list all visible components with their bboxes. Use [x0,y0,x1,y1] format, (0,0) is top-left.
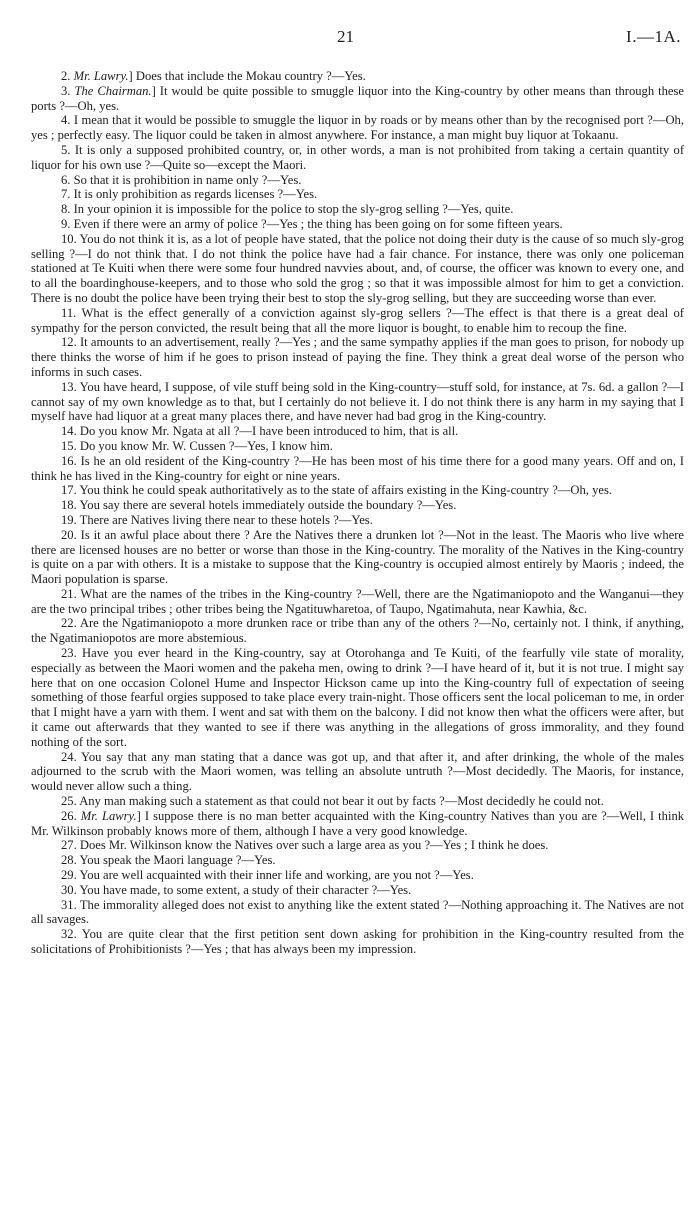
paragraph-text: It would be quite possible to smuggle liquor into the King-country by other means than through these ports ?—Oh, yes. [31,83,685,113]
question-number: 9. [61,216,74,231]
question-number: 12. [61,335,80,350]
question-number: 13. [61,379,80,394]
transcript-paragraph [31,483,684,498]
question-number: 28. [61,853,80,868]
transcript-paragraph [31,498,684,513]
question-number: 31. [61,897,80,912]
paragraph-text: It is only a supposed prohibited country, or, in other words, a man is not prohibited from taking a certain quantity of liquor for his own use ?—Quite so—except the Maori. [31,142,685,172]
paragraph-text: You say there are several hotels immediately outside the boundary ?—Yes. [79,498,457,513]
paragraph-text: You say that any man stating that a dance was got up, and that after it, and after drinking, the whole of the males adjourned to the scrub with the Maori women, was telling an absolute untruth ?—Most decidedly. The Maoris, for instance, would never allow such a thing. [31,749,684,794]
transcript-paragraph [31,927,684,957]
paragraph-text: Does that include the Mokau country ?—Yes. [135,69,366,83]
question-number: 6. [61,172,74,187]
question-number: 32. [61,927,82,942]
question-number: 4. [61,113,74,128]
question-number: 8. [61,202,74,217]
question-number: 17. [61,483,80,498]
paragraph-text: You speak the Maori language ?—Yes. [79,853,276,868]
paragraph-text: It is only prohibition as regards licenses ?—Yes. [73,187,318,202]
document-reference: I.—1A. [626,27,681,46]
paragraph-text: What are the names of the tribes in the King-country ?—Well, there are the Ngatimaniopoto and the Wanganui—they are the two principal tribes ; other tribes being the Ngatituwharetoa, of Taupo, Ngatimahuta, near Kawhia, &c. [31,586,684,616]
transcript-paragraph [31,143,684,173]
transcript-paragraph [31,187,684,202]
transcript-paragraph [31,853,684,868]
transcript-paragraph [31,439,684,454]
paragraph-text: Do you know Mr. W. Cussen ?—Yes, I know him. [79,438,333,453]
transcript-paragraph: 3. The Chairman.] It would be quite possible to smuggle liquor into the King-country by other means than through these ports ?—Oh, yes. [31,83,685,113]
transcript-paragraph [31,616,684,646]
transcript-paragraph [31,424,684,439]
transcript-paragraph: 26. Mr. Lawry.] I suppose there is no man better acquainted with the King-country Natives than you are ?—Well, I think Mr. Wilkinson probably knows more of them, although I have a very good knowledge. [31,808,685,838]
paragraph-text: Have you ever heard in the King-country, say at Otorohanga and Te Kuiti, of the fearfully vile state of morality, especially as between the Maori women and the pakeha men, owing to drink ?—I have heard of it, but it is not true. I might say here that on one occasion Colonel Hume and Inspector Hickson came up into the King-country full of expectation of seeing something of those fearful orgies supposed to take place every train-night. Those officers sent the local policeman to me, in order that I might have a yarn with them. I went and sat with them on the balcony. I did not know then what the officers were after, but it came out afterwards that they wanted to see if there was anything in the allegations of gross immorality, and they found nothing of the sort. [31,646,685,749]
page-body [31,69,684,957]
question-number: 10. [61,231,80,246]
question-number: 20. [61,527,81,542]
transcript-paragraph [31,883,684,898]
paragraph-text: Does Mr. Wilkinson know the Natives over such a large area as you ?—Yes ; I think he does. [79,838,549,853]
paragraph-text: You think he could speak authoritatively as to the state of affairs existing in the King-country ?—Oh, yes. [79,483,613,498]
transcript-paragraph [31,173,684,188]
transcript-paragraph [31,528,684,587]
transcript-paragraph [31,454,684,484]
transcript-paragraph [31,113,684,143]
question-number: 24. [61,749,82,764]
transcript-paragraph [31,232,684,306]
transcript-paragraph [31,335,684,379]
transcript-paragraph [31,380,684,424]
paragraph-text: In your opinion it is impossible for the police to stop the sly-grog selling ?—Yes, quite. [73,202,514,217]
speaker-name: Mr. Lawry. [80,808,137,823]
question-number: 11. [61,305,82,320]
page-number: 21 [337,27,354,46]
paragraph-text: You do not think it is, as a lot of people have stated, that the police not doing their duty is the cause of so much sly-grog selling ?—I do not think that. I do not think the police have had a fair chance. For instance, there was only one policeman stationed at Te Kuiti when there were some four hundred navvies about, and, of course, the officer was known to every one, and to all the boardinghouse-keepers, and to those who sold the grog ; so that it was impossible almost for him to get a conviction. There is no doubt the police have been trying their best to stop the sly-grog selling, but they are succeeding worse than ever. [31,231,684,305]
question-number: 14. [61,424,80,439]
question-number: 18. [61,498,80,513]
paragraph-text: Are the Ngatimaniopoto a more drunken race or tribe than any of the others ?—No, certainly not. I think, if anything, the Ngatimaniopotos are more abstemious. [31,616,684,646]
question-number: 19. [61,512,80,527]
paragraph-text: You are quite clear that the first petition sent down asking for prohibition in the King-country resulted from the solicitations of Prohibitionists ?—Yes ; that has always been my impression. [31,927,684,957]
paragraph-text: Is it an awful place about there ? Are the Natives there a drunken lot ?—Not in the least. The Maoris who live where there are licensed houses are no better or worse than those in the King-country. The morality of the Natives in the King-country is quite on a par with others. It is a mistake to suppose that the King-country is occupied almost entirely by Maoris ; indeed, the Maori population is sparse. [31,527,684,587]
question-number: 26. [61,808,81,823]
paragraph-text: You have heard, I suppose, of vile stuff being sold in the King-country—stuff sold, for instance, at 7s. 6d. a gallon ?—I cannot say of my own knowledge as to that, but I certainly do not believe it. I do not think there is any harm in my saying that I myself have had liquor at a great many places there, and have never had bad grog in the King-country. [31,379,684,424]
paragraph-text: The immorality alleged does not exist to anything like the extent stated ?—Nothing approaching it. The Natives are not all savages. [31,897,684,927]
transcript-paragraph [31,217,684,232]
paragraph-text: I mean that it would be possible to smuggle the liquor in by roads or by means other than by the recognised port ?—Oh, yes ; perfectly easy. The liquor could be taken in almost anywhere. For instance, a man might buy liquor at Tokaanu. [31,113,685,143]
transcript-paragraph [31,513,684,528]
question-number: 15. [61,438,80,453]
question-number: 22. [61,616,80,631]
question-number: 23. [61,646,83,661]
paragraph-text: There are Natives living there near to these hotels ?—Yes. [79,512,373,527]
question-number: 30. [61,882,80,897]
question-number: 21. [61,586,81,601]
speaker-name: Mr. Lawry. [73,69,129,83]
paragraph-text: Even if there were an army of police ?—Yes ; the thing has been going on for some fifteen years. [73,216,563,231]
paragraph-text: So that it is prohibition in name only ?—Yes. [73,172,302,187]
transcript-paragraph [31,868,684,883]
speaker-name: The Chairman. [74,83,152,98]
transcript-paragraph [31,750,684,794]
transcript-paragraph [31,646,684,750]
transcript-paragraph [31,202,684,217]
transcript-paragraph [31,898,684,928]
question-number: 7. [61,187,74,202]
transcript-paragraph [31,587,684,617]
question-number: 25. [61,794,80,809]
paragraph-text: What is the effect generally of a conviction against sly-grog sellers ?—The effect is that there is a great deal of sympathy for the person convicted, the result being that all the more liquor is bought, to enable him to recoup the fine. [31,305,684,335]
question-number: 16. [61,453,81,468]
paragraph-text: I suppose there is no man better acquainted with the King-country Natives than you are ?—Well, I think Mr. Wilkinson probably knows more of them, although I have a very good knowledge. [31,808,685,838]
paragraph-text: Is he an old resident of the King-country ?—He has been most of his time there for a good many years. Off and on, I think he has lived in the King-country for eight or nine years. [31,453,684,483]
question-number: 29. [61,868,80,883]
paragraph-text: Do you know Mr. Ngata at all ?—I have been introduced to him, that is all. [79,424,459,439]
page-header [31,27,684,60]
paragraph-text: You have made, to some extent, a study of their character ?—Yes. [79,882,412,897]
transcript-paragraph [31,838,684,853]
question-number: 3. [61,83,75,98]
paragraph-text: It amounts to an advertisement, really ?—Yes ; and the same sympathy applies if the man goes to prison, for nobody up there thinks the worse of him if he goes to prison instead of paying the fine. They think a great deal worse of the person who informs in such cases. [31,335,684,379]
transcript-paragraph [31,794,684,809]
transcript-paragraph [31,306,684,336]
question-number: 2. [61,69,74,83]
question-number: 27. [61,838,80,853]
question-number: 5. [61,142,75,157]
transcript-paragraph: 2. Mr. Lawry.] Does that include the Mokau country ?—Yes. [61,69,366,83]
paragraph-text: You are well acquainted with their inner life and working, are you not ?—Yes. [79,868,474,883]
paragraph-text: Any man making such a statement as that could not bear it out by facts ?—Most decidedly he could not. [79,794,604,809]
